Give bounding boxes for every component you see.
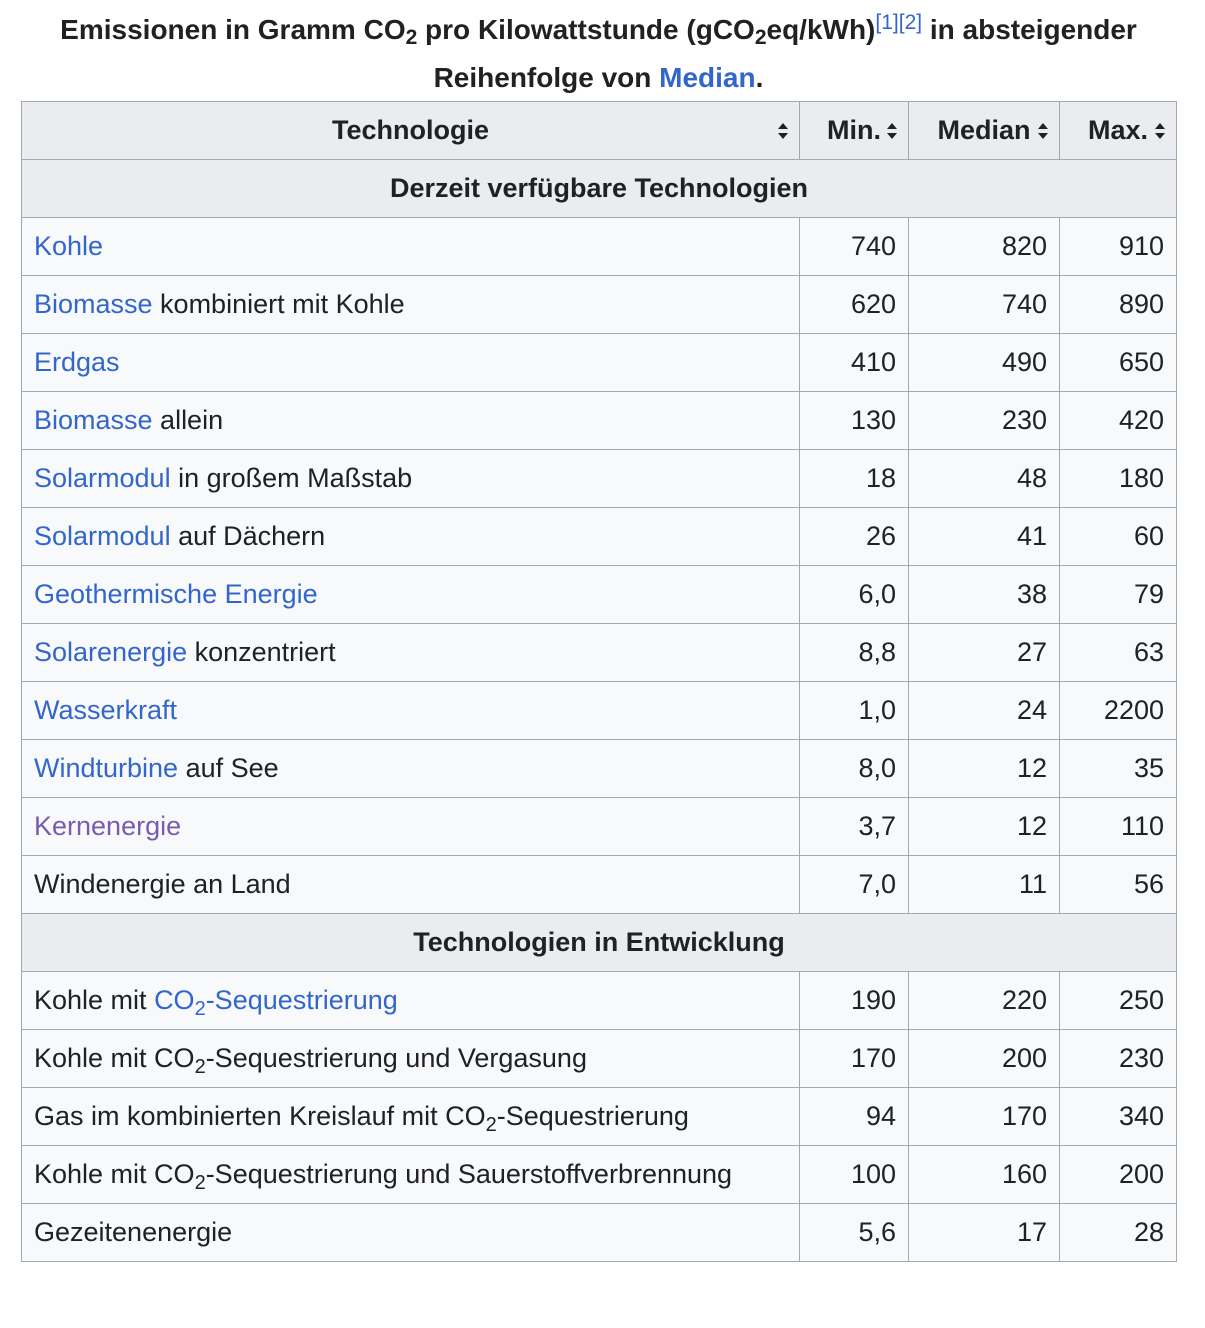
section-row-current	[22, 160, 1177, 218]
table-row	[22, 508, 1177, 566]
max-cell: 890	[1060, 276, 1177, 334]
median-cell: 38	[909, 566, 1060, 624]
max-cell: 200	[1060, 1146, 1177, 1204]
max-cell: 910	[1060, 218, 1177, 276]
min-cell: 100	[800, 1146, 909, 1204]
technology-text-post: -Sequestrierung und Sauerstoffverbrennung	[205, 1159, 733, 1189]
caption-sub-2: 2	[754, 26, 767, 49]
technology-cell	[22, 450, 800, 508]
sort-updown-icon[interactable]	[1154, 122, 1166, 140]
column-header-technologie[interactable]	[22, 102, 800, 160]
technology-subscript: 2	[194, 1172, 206, 1194]
column-header-max[interactable]	[1060, 102, 1177, 160]
min-cell: 620	[800, 276, 909, 334]
table-row	[22, 1030, 1177, 1088]
max-cell: 60	[1060, 508, 1177, 566]
column-header-median[interactable]	[909, 102, 1060, 160]
reference-link-2[interactable]: [2]	[898, 11, 923, 34]
median-cell: 230	[909, 392, 1060, 450]
max-cell: 63	[1060, 624, 1177, 682]
median-cell: 200	[909, 1030, 1060, 1088]
technology-text: auf Dächern	[170, 521, 326, 551]
min-cell: 130	[800, 392, 909, 450]
table-row	[22, 218, 1177, 276]
max-cell: 340	[1060, 1088, 1177, 1146]
technology-link[interactable]: Solarmodul	[34, 521, 171, 551]
column-header-min[interactable]	[800, 102, 909, 160]
emissions-table	[21, 101, 1177, 1262]
technology-text-post: -Sequestrierung	[496, 1101, 689, 1131]
technology-text: Kohle mit CO	[34, 1159, 195, 1189]
min-cell: 26	[800, 508, 909, 566]
reference-link-1[interactable]: [1]	[875, 11, 899, 34]
max-cell: 2200	[1060, 682, 1177, 740]
max-cell: 110	[1060, 798, 1177, 856]
table-row	[22, 856, 1177, 914]
table-row	[22, 1146, 1177, 1204]
min-cell: 8,8	[800, 624, 909, 682]
median-cell: 24	[909, 682, 1060, 740]
technology-cell	[22, 1088, 800, 1146]
technology-cell	[22, 856, 800, 914]
technology-text: auf See	[178, 753, 279, 783]
max-cell: 650	[1060, 334, 1177, 392]
median-cell: 41	[909, 508, 1060, 566]
caption-text-2: pro Kilowattstunde (gCO	[417, 14, 755, 45]
table-row	[22, 334, 1177, 392]
technology-link[interactable]: Kernenergie	[34, 811, 182, 841]
technology-cell	[22, 624, 800, 682]
table-row	[22, 740, 1177, 798]
column-header-label: Max.	[1087, 115, 1149, 145]
section-row-development	[22, 914, 1177, 972]
technology-cell	[22, 276, 800, 334]
technology-subscript: 2	[194, 1056, 206, 1078]
technology-text-post: -Sequestrierung und Vergasung	[205, 1043, 587, 1073]
table-row	[22, 798, 1177, 856]
technology-text: Kohle mit	[34, 985, 155, 1015]
min-cell: 410	[800, 334, 909, 392]
technology-cell	[22, 972, 800, 1030]
median-cell: 12	[909, 798, 1060, 856]
link-text-post: -Sequestrierung	[205, 985, 398, 1015]
technology-link[interactable]: Kohle	[34, 231, 104, 261]
median-cell: 220	[909, 972, 1060, 1030]
technology-link[interactable]: Erdgas	[34, 347, 120, 377]
technology-link[interactable]: Wasserkraft	[34, 695, 178, 725]
min-cell: 170	[800, 1030, 909, 1088]
caption-text-1: Emissionen in Gramm CO	[60, 14, 406, 45]
reference-2[interactable]	[899, 11, 922, 34]
median-cell: 170	[909, 1088, 1060, 1146]
table-row	[22, 972, 1177, 1030]
technology-text: Windenergie an Land	[34, 869, 291, 899]
max-cell: 28	[1060, 1204, 1177, 1262]
median-link[interactable]: Median	[659, 62, 756, 93]
technology-cell	[22, 508, 800, 566]
caption-text-5: .	[755, 62, 764, 93]
median-cell: 820	[909, 218, 1060, 276]
technology-cell	[22, 682, 800, 740]
table-caption	[22, 6, 1175, 102]
median-cell: 11	[909, 856, 1060, 914]
min-cell: 6,0	[800, 566, 909, 624]
technology-text: Gas im kombinierten Kreislauf mit CO	[34, 1101, 486, 1131]
caption-text-3: eq/kWh)	[766, 14, 876, 45]
min-cell: 3,7	[800, 798, 909, 856]
median-cell: 160	[909, 1146, 1060, 1204]
median-cell: 490	[909, 334, 1060, 392]
min-cell: 94	[800, 1088, 909, 1146]
co2-sequestration-link[interactable]	[154, 985, 398, 1020]
table-row	[22, 1204, 1177, 1262]
header-row	[22, 102, 1177, 160]
median-cell: 27	[909, 624, 1060, 682]
section-header-current: Derzeit verfügbare Technologien	[22, 160, 1177, 218]
sort-updown-icon[interactable]	[1037, 122, 1049, 140]
max-cell: 180	[1060, 450, 1177, 508]
technology-link[interactable]: Geothermische Energie	[34, 579, 318, 609]
max-cell: 250	[1060, 972, 1177, 1030]
median-cell: 48	[909, 450, 1060, 508]
min-cell: 18	[800, 450, 909, 508]
technology-link[interactable]: Biomasse	[34, 289, 153, 319]
median-cell: 17	[909, 1204, 1060, 1262]
technology-text: Gezeitenenergie	[34, 1217, 233, 1247]
technology-text: konzentriert	[187, 637, 336, 667]
technology-cell	[22, 392, 800, 450]
min-cell: 7,0	[800, 856, 909, 914]
sort-updown-icon[interactable]	[777, 122, 789, 140]
max-cell: 420	[1060, 392, 1177, 450]
link-subscript: 2	[194, 998, 206, 1020]
technology-cell	[22, 798, 800, 856]
median-cell: 12	[909, 740, 1060, 798]
technology-cell	[22, 334, 800, 392]
min-cell: 190	[800, 972, 909, 1030]
table-row	[22, 450, 1177, 508]
table-row	[22, 276, 1177, 334]
min-cell: 5,6	[800, 1204, 909, 1262]
median-cell: 740	[909, 276, 1060, 334]
technology-text: allein	[152, 405, 224, 435]
caption-sub-1: 2	[405, 26, 418, 49]
table-row	[22, 682, 1177, 740]
table-row	[22, 1088, 1177, 1146]
max-cell: 56	[1060, 856, 1177, 914]
caption-text-4: in absteigender Reihenfolge von	[433, 14, 1137, 93]
min-cell: 1,0	[800, 682, 909, 740]
technology-link[interactable]: Solarmodul	[34, 463, 171, 493]
sort-updown-icon[interactable]	[886, 122, 898, 140]
technology-cell	[22, 1204, 800, 1262]
max-cell: 230	[1060, 1030, 1177, 1088]
max-cell: 35	[1060, 740, 1177, 798]
column-header-label: Min.	[827, 115, 881, 145]
max-cell: 79	[1060, 566, 1177, 624]
reference-1[interactable]	[875, 11, 898, 34]
link-text: CO	[154, 985, 195, 1015]
technology-cell	[22, 1146, 800, 1204]
technology-cell	[22, 1030, 800, 1088]
column-header-label: Technologie	[331, 115, 489, 145]
technology-cell	[22, 740, 800, 798]
technology-text: Kohle mit CO	[34, 1043, 195, 1073]
table-row	[22, 566, 1177, 624]
technology-link[interactable]: Windturbine	[34, 753, 179, 783]
technology-subscript: 2	[485, 1114, 497, 1136]
min-cell: 8,0	[800, 740, 909, 798]
section-header-development: Technologien in Entwicklung	[22, 914, 1177, 972]
technology-link[interactable]: Biomasse	[34, 405, 153, 435]
min-cell: 740	[800, 218, 909, 276]
table-row	[22, 624, 1177, 682]
technology-text: in großem Maßstab	[170, 463, 413, 493]
table-row	[22, 392, 1177, 450]
technology-text: kombiniert mit Kohle	[152, 289, 405, 319]
technology-cell	[22, 566, 800, 624]
technology-cell	[22, 218, 800, 276]
technology-link[interactable]: Solarenergie	[34, 637, 188, 667]
column-header-label: Median	[937, 115, 1031, 145]
